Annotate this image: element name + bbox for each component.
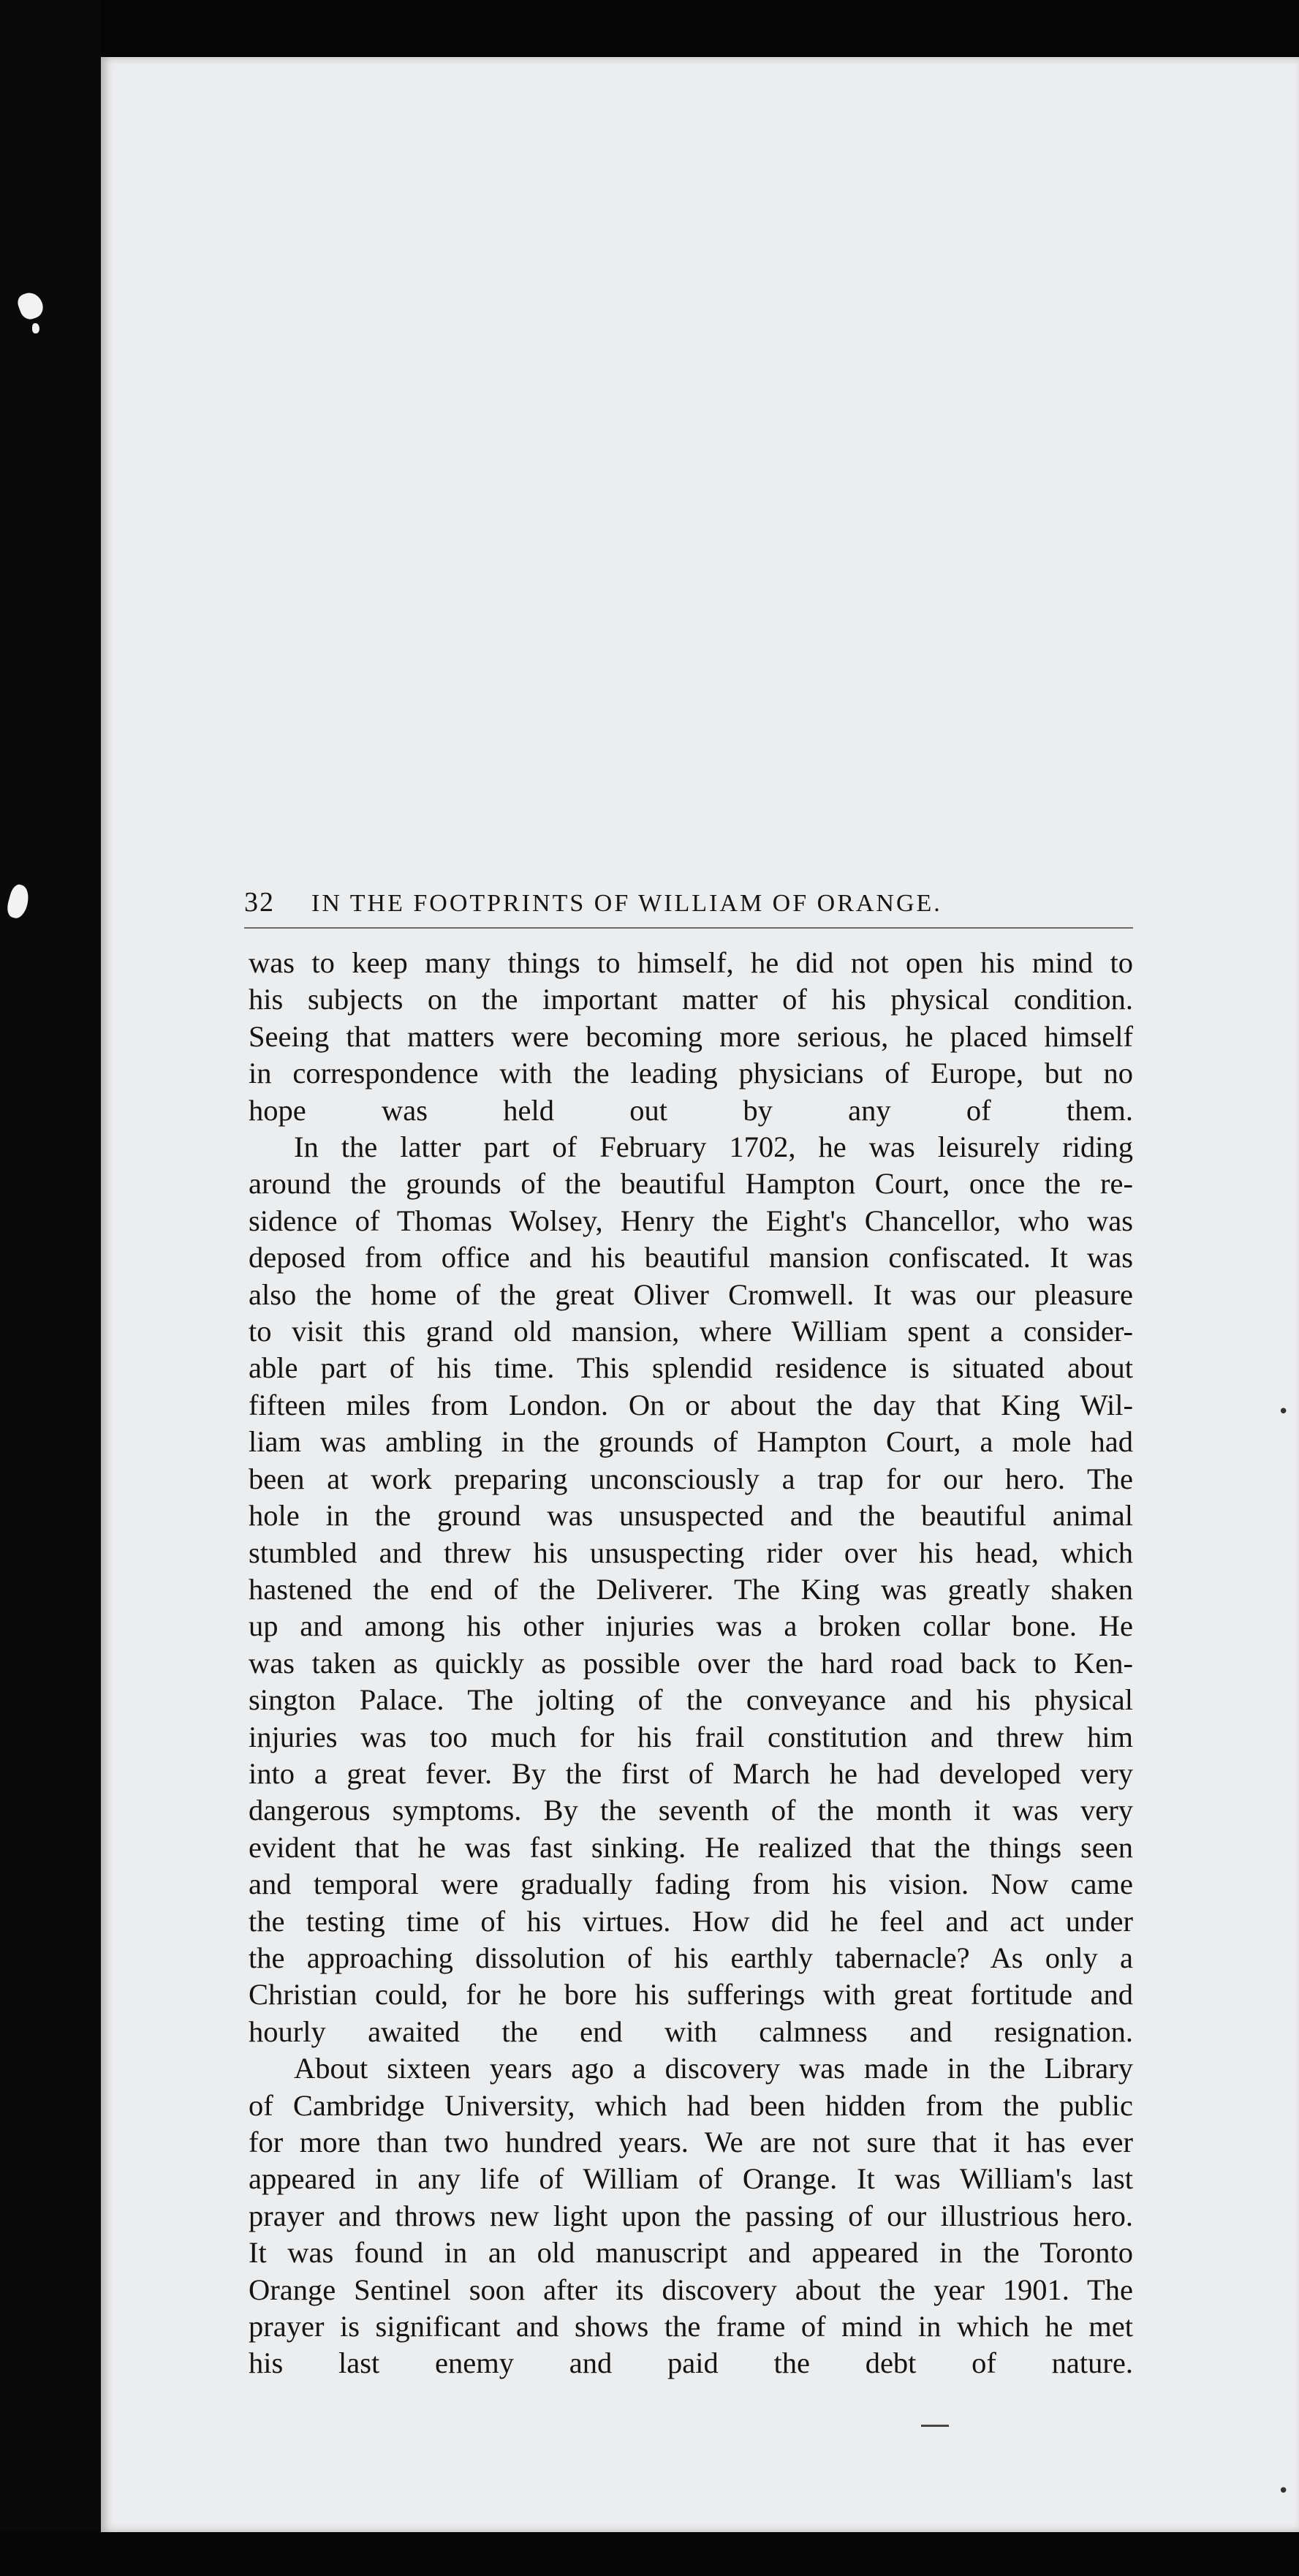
text-line: It was found in an old manuscript and appeared in the Toronto: [249, 2236, 1133, 2270]
text-line: hole in the ground was unsuspected and the beautiful animal: [249, 1499, 1133, 1533]
text-line: the approaching dissolution of his earthly tabernacle? As only a: [249, 1941, 1133, 1974]
text-line: also the home of the great Oliver Cromwell. It was our pleasure: [249, 1277, 1133, 1311]
end-mark: [921, 2425, 949, 2427]
text-line: was taken as quickly as possible over the hard road back to Ken-: [249, 1646, 1133, 1680]
text-line: Seeing that matters were becoming more serious, he placed himself: [249, 1019, 1133, 1053]
text-line: to visit this grand old mansion, where William spent a consider-: [249, 1315, 1133, 1348]
text-line: been at work preparing unconsciously a trap for our hero. The: [249, 1462, 1133, 1495]
scan-speck: [32, 323, 39, 333]
text-line: his subjects on the important matter of his physical condition.: [249, 983, 1133, 1016]
text-line: appeared in any life of William of Orange. It was William's last: [249, 2162, 1133, 2196]
text-line: hourly awaited the end with calmness and resignation.: [249, 2014, 1133, 2048]
scan-border-bottom: [0, 2532, 1299, 2576]
text-line: able part of his time. This splendid residence is situated about: [249, 1351, 1133, 1385]
running-head-title: IN THE FOOTPRINTS OF WILLIAM OF ORANGE.: [311, 890, 942, 917]
text-line: for more than two hundred years. We are not sure that it has ever: [249, 2126, 1133, 2158]
page-content: [244, 886, 1133, 2382]
text-line: dangerous symptoms. By the seventh of the month it was very: [249, 1794, 1133, 1827]
text-line: his last enemy and paid the debt of nature.: [249, 2346, 1133, 2380]
text-line: into a great fever. By the first of March he had developed very: [249, 1756, 1133, 1790]
text-line: Orange Sentinel soon after its discovery about the year 1901. The: [249, 2273, 1133, 2306]
scan-mark: •: [1278, 2480, 1289, 2502]
text-line: of Cambridge University, which had been hidden from the public: [249, 2088, 1133, 2122]
text-line: injuries was too much for his frail constitution and threw him: [249, 1720, 1133, 1753]
text-line: in correspondence with the leading physicians of Europe, but no: [249, 1057, 1133, 1090]
body-text: [249, 945, 1133, 2382]
scan-border-top: [0, 0, 1299, 57]
text-line: around the grounds of the beautiful Hampton Court, once the re-: [249, 1167, 1133, 1201]
text-line: stumbled and threw his unsuspecting rider over his head, which: [249, 1536, 1133, 1569]
text-line: fifteen miles from London. On or about the day that King Wil-: [249, 1388, 1133, 1421]
text-line: liam was ambling in the grounds of Hampton Court, a mole had: [249, 1425, 1133, 1459]
text-line: deposed from office and his beautiful mansion confiscated. It was: [249, 1241, 1133, 1274]
text-line: evident that he was fast sinking. He realized that the things seen: [249, 1830, 1133, 1864]
text-line: hastened the end of the Deliverer. The King was greatly shaken: [249, 1572, 1133, 1606]
text-line: was to keep many things to himself, he did not open his mind to: [249, 946, 1133, 979]
scan-speck: [4, 883, 31, 920]
running-head: [244, 886, 1133, 929]
text-line: and temporal were gradually fading from his vision. Now came: [249, 1867, 1133, 1901]
scan-speck: [15, 290, 46, 322]
text-line: up and among his other injuries was a broken collar bone. He: [249, 1609, 1133, 1643]
scan-border-left: [0, 0, 101, 2576]
text-line: sidence of Thomas Wolsey, Henry the Eight's Chancellor, who was: [249, 1204, 1133, 1237]
paragraph: [249, 1129, 1133, 2050]
text-line: About sixteen years ago a discovery was made in the Library: [294, 2052, 1133, 2085]
scan-mark: •: [1278, 1401, 1289, 1423]
text-line: prayer and throws new light upon the passing of our illustrious hero.: [249, 2199, 1133, 2232]
paragraph: [249, 2050, 1133, 2382]
text-line: sington Palace. The jolting of the conveyance and his physical: [249, 1683, 1133, 1717]
text-line: the testing time of his virtues. How did he feel and act under: [249, 1904, 1133, 1938]
paragraph: [249, 945, 1133, 1129]
text-line: In the latter part of February 1702, he was leisurely riding: [294, 1130, 1133, 1164]
text-line: prayer is significant and shows the frame of mind in which he met: [249, 2310, 1133, 2343]
text-line: hope was held out by any of them.: [249, 1093, 1133, 1127]
page-number: 32: [244, 887, 275, 918]
text-line: Christian could, for he bore his sufferings with great fortitude and: [249, 1978, 1133, 2012]
